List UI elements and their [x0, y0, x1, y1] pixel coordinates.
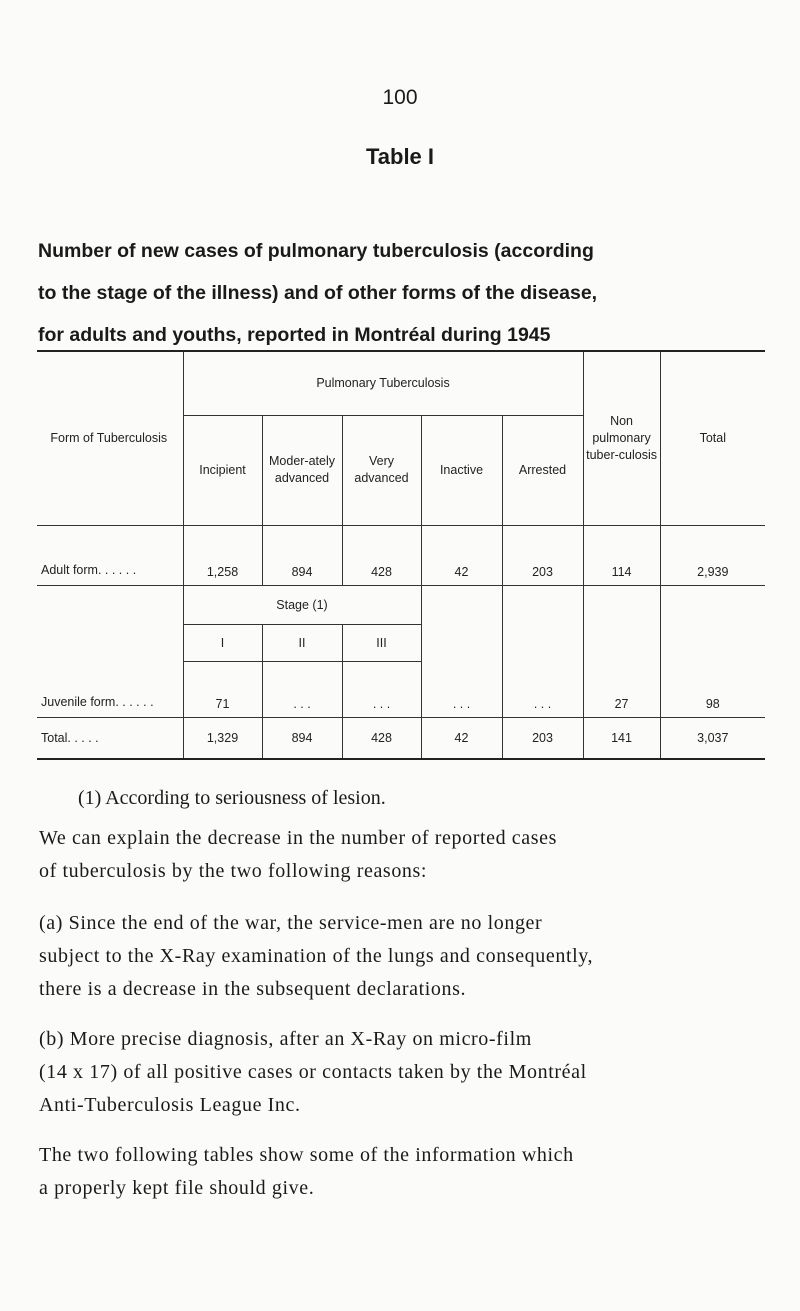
table-caption — [38, 230, 768, 356]
text-line: The two following tables show some of the information which — [39, 1144, 574, 1166]
table-cell: 114 — [583, 525, 660, 585]
stage-label-iii: III — [342, 624, 421, 661]
header-non-pulmonary: Non pulmonary tuber-culosis — [583, 351, 660, 525]
table-cell: . . . — [421, 586, 502, 718]
header-very-advanced: Very advanced — [342, 415, 421, 525]
table-cell: 71 — [183, 661, 262, 717]
header-total: Total — [660, 351, 765, 525]
row-label-juvenile: Juvenile form. . . . . . — [37, 586, 183, 718]
table-cell: 98 — [660, 586, 765, 718]
caption-line: Number of new cases of pulmonary tuberculosis (according — [38, 240, 594, 262]
table-cell: 3,037 — [660, 717, 765, 759]
header-pulmonary-tuberculosis: Pulmonary Tuberculosis — [183, 351, 583, 415]
table-row-total — [37, 717, 765, 759]
table-cell: . . . — [262, 661, 342, 717]
text-line: (a) Since the end of the war, the service-men are no longer — [39, 912, 543, 934]
table-cell: 203 — [502, 525, 583, 585]
table-cell: 203 — [502, 717, 583, 759]
paragraph — [39, 907, 763, 1006]
caption-line: to the stage of the illness) and of other forms of the disease, — [38, 282, 598, 304]
text-line: Anti-Tuberculosis League Inc. — [39, 1094, 301, 1116]
text-line: (b) More precise diagnosis, after an X-Ray on micro-film — [39, 1028, 532, 1050]
text-line: We can explain the decrease in the number of reported cases — [39, 827, 558, 849]
table-cell: 27 — [583, 586, 660, 718]
table-title: Table I — [365, 144, 435, 169]
header-inactive: Inactive — [421, 415, 502, 525]
header-arrested: Arrested — [502, 415, 583, 525]
paragraph — [39, 1023, 763, 1122]
text-line: a properly kept file should give. — [39, 1177, 315, 1199]
paragraph — [39, 1139, 763, 1205]
table-cell: 2,939 — [660, 525, 765, 585]
page-number: 100 — [382, 86, 418, 109]
stage-label-i: I — [183, 624, 262, 661]
row-label-adult: Adult form. . . . . . — [37, 525, 183, 585]
tuberculosis-cases-table — [37, 350, 765, 760]
table-cell: 428 — [342, 525, 421, 585]
stage-header: Stage (1) — [183, 586, 421, 625]
table-cell: 428 — [342, 717, 421, 759]
table-cell: 42 — [421, 525, 502, 585]
table-cell: 42 — [421, 717, 502, 759]
table-cell: 1,329 — [183, 717, 262, 759]
row-label-total: Total. . . . . — [37, 717, 183, 759]
table-cell: 894 — [262, 717, 342, 759]
header-incipient: Incipient — [183, 415, 262, 525]
table-row-adult — [37, 525, 765, 585]
text-line: subject to the X-Ray examination of the lungs and consequently, — [39, 945, 594, 967]
table-cell: 1,258 — [183, 525, 262, 585]
table-cell: . . . — [342, 661, 421, 717]
table-cell: . . . — [502, 586, 583, 718]
paragraph — [39, 822, 763, 888]
header-moderately-advanced: Moder-ately advanced — [262, 415, 342, 525]
header-form-of-tuberculosis: Form of Tuberculosis — [37, 351, 183, 525]
table-cell: 894 — [262, 525, 342, 585]
text-line: of tuberculosis by the two following reasons: — [39, 860, 428, 882]
caption-line: for adults and youths, reported in Montréal during 1945 — [38, 324, 551, 346]
text-line: there is a decrease in the subsequent declarations. — [39, 978, 467, 1000]
text-line: (14 x 17) of all positive cases or contacts taken by the Montréal — [39, 1061, 587, 1083]
stage-label-ii: II — [262, 624, 342, 661]
table-cell: 141 — [583, 717, 660, 759]
footnote: (1) According to seriousness of lesion. — [78, 787, 386, 809]
